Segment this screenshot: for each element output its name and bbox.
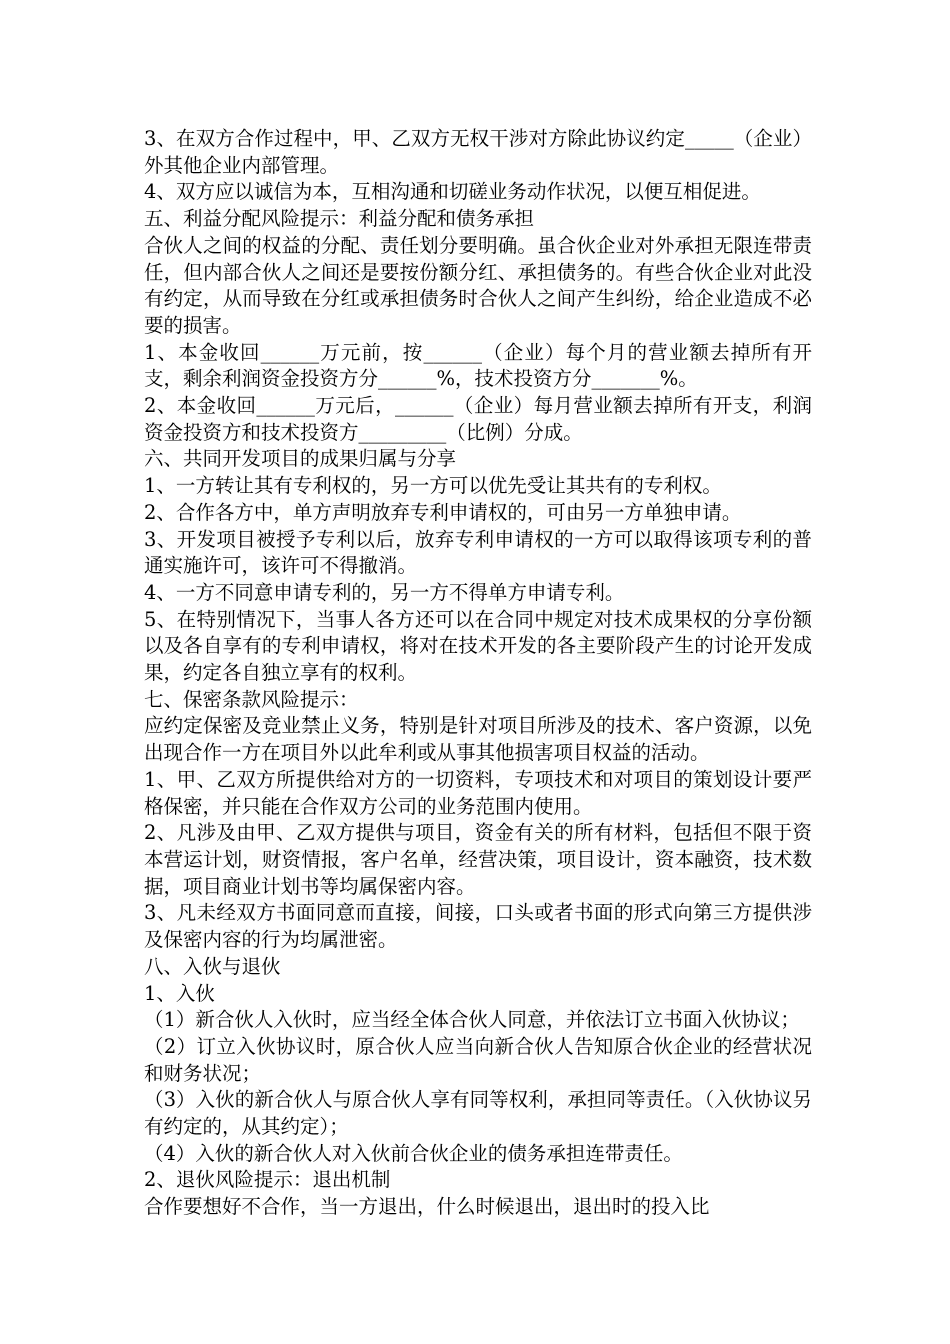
paragraph-results-4: 4、一方不同意申请专利的，另一方不得单方申请专利。 <box>144 580 625 604</box>
paragraph-admission-4: （4）入伙的新合伙人对入伙前合伙企业的债务承担连带责任。 <box>144 1141 683 1165</box>
paragraph-results-3: 3、开发项目被授予专利以后，放弃专利申请权的一方可以取得该项专利的普通实施许可，该许可不得撤消。 <box>144 527 812 578</box>
section-heading-admission: 八、入伙与退伙 <box>144 954 281 978</box>
paragraph-profit-2: 2、本金收回______万元后，______（企业）每月营业额去掉所有开支，利润资金投资方和技术投资方_________（比例）分成。 <box>144 394 812 444</box>
paragraph-profit-1: 1、本金收回______万元前，按______（企业）每个月的营业额去掉所有开支，剩余利润资金投资方分______%，技术投资方分_______%。 <box>144 340 812 391</box>
section-heading-results: 六、共同开发项目的成果归属与分享 <box>144 447 457 471</box>
subheading-admission: 1、入伙 <box>144 981 215 1005</box>
paragraph-admission-3: （3）入伙的新合伙人与原合伙人享有同等权利，承担同等责任。（入伙协议另有约定的，从其约定）； <box>144 1088 812 1139</box>
paragraph-admission-2: （2）订立入伙协议时，原合伙人应当向新合伙人告知原合伙企业的经营状况和财务状况； <box>144 1034 812 1085</box>
paragraph-confidentiality-1: 1、甲、乙双方所提供给对方的一切资料，专项技术和对项目的策划设计要严格保密，并只能在合作双方公司的业务范围内使用。 <box>144 767 812 818</box>
document-page <box>144 126 812 1221</box>
paragraph-results-2: 2、合作各方中，单方声明放弃专利申请权的，可由另一方单独申请。 <box>144 500 742 524</box>
paragraph-withdrawal-intro: 合作要想好不合作，当一方退出，什么时候退出，退出时的投入比 <box>144 1195 710 1219</box>
paragraph-confidentiality-2: 2、凡涉及由甲、乙双方提供与项目，资金有关的所有材料，包括但不限于资本营运计划，财资情报，客户名单，经营决策，项目设计，资本融资，技术数据，项目商业计划书等均属保密内容。 <box>144 821 812 898</box>
paragraph-admission-1: （1）新合伙人入伙时，应当经全体合伙人同意，并依法订立书面入伙协议； <box>144 1008 800 1032</box>
paragraph-results-5: 5、在特别情况下，当事人各方还可以在合同中规定对技术成果权的分享份额以及各自享有的专利申请权，将对在技术开发的各主要阶段产生的讨论开发成果，约定各自独立享有的权利。 <box>144 607 812 685</box>
paragraph-results-1: 1、一方转让其有专利权的，另一方可以优先受让其共有的专利权。 <box>144 474 722 498</box>
paragraph-clause-3: 3、在双方合作过程中，甲、乙双方无权干涉对方除此协议约定_____（企业）外其他企业内部管理。 <box>144 127 812 177</box>
paragraph-confidentiality-intro: 应约定保密及竞业禁止义务，特别是针对项目所涉及的技术、客户资源，以免出现合作一方在项目外以此牟利或从事其他损害项目权益的活动。 <box>144 714 812 765</box>
paragraph-profit-intro: 合伙人之间的权益的分配、责任划分要明确。虽合伙企业对外承担无限连带责任，但内部合伙人之间还是要按份额分红、承担债务的。有些合伙企业对此没有约定，从而导致在分红或承担债务时合伙人之间产生纠纷，给企业造成不必要的损害。 <box>144 233 812 337</box>
section-heading-confidentiality: 七、保密条款风险提示： <box>144 687 359 711</box>
section-heading-profit: 五、利益分配风险提示：利益分配和债务承担 <box>144 207 535 231</box>
subheading-withdrawal: 2、退伙风险提示：退出机制 <box>144 1168 391 1192</box>
paragraph-clause-4: 4、双方应以诚信为本，互相沟通和切磋业务动作状况，以便互相促进。 <box>144 180 761 204</box>
paragraph-confidentiality-3: 3、凡未经双方书面同意而直接，间接，口头或者书面的形式向第三方提供涉及保密内容的行为均属泄密。 <box>144 901 812 952</box>
